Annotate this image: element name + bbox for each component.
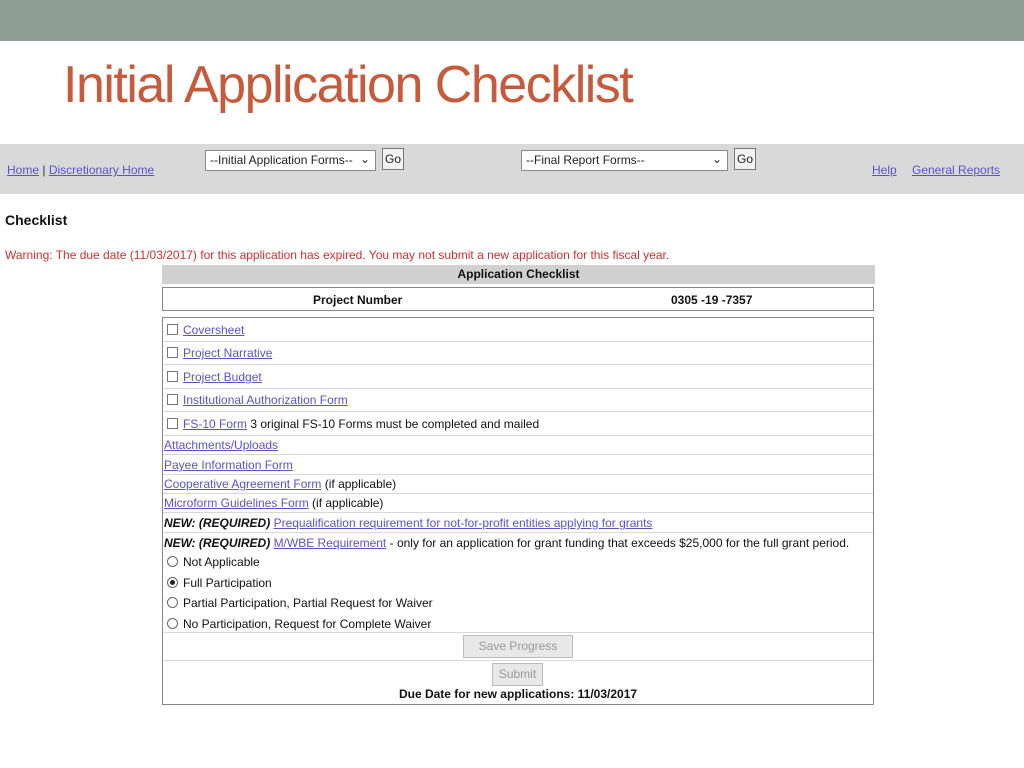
initial-forms-select-value: --Initial Application Forms-- (210, 153, 353, 167)
list-item (163, 455, 873, 475)
institutional-authorization-link[interactable]: Institutional Authorization Form (183, 393, 348, 407)
project-narrative-link[interactable]: Project Narrative (183, 346, 273, 360)
checklist-item (163, 342, 873, 365)
initial-forms-select[interactable] (205, 150, 376, 171)
discretionary-home-link[interactable]: Discretionary Home (48, 163, 155, 177)
list-item (163, 494, 873, 513)
chevron-down-icon: ⌄ (359, 152, 370, 166)
radio-button[interactable] (167, 556, 178, 567)
nav-bar (0, 144, 1024, 194)
save-row (163, 633, 873, 661)
radio-button[interactable] (167, 618, 178, 629)
project-number-label: Project Number (313, 293, 403, 307)
final-forms-go-button[interactable]: Go (734, 148, 756, 170)
list-item (163, 475, 873, 494)
checkbox[interactable] (167, 324, 178, 335)
final-forms-select-value: --Final Report Forms-- (526, 153, 645, 167)
chevron-down-icon: ⌄ (711, 152, 722, 166)
new-required-label: NEW: (REQUIRED) (164, 516, 271, 530)
nav-left-links (7, 163, 154, 177)
project-budget-link[interactable]: Project Budget (183, 370, 262, 384)
submit-button[interactable]: Submit (492, 663, 543, 686)
mwbe-line (164, 536, 849, 550)
save-progress-button[interactable]: Save Progress (463, 635, 573, 658)
general-reports-link[interactable]: General Reports (912, 163, 1001, 177)
mwbe-requirement-link[interactable]: M/WBE Requirement (273, 536, 387, 550)
cooperative-agreement-link[interactable]: Cooperative Agreement Form (164, 477, 322, 491)
radio-button-selected[interactable] (167, 577, 178, 588)
checkbox[interactable] (167, 418, 178, 429)
radio-button[interactable] (167, 597, 178, 608)
nav-separator: | (42, 163, 46, 177)
final-forms-select[interactable] (521, 150, 728, 171)
list-item (163, 513, 873, 533)
mwbe-section (163, 533, 873, 633)
page-heading: Checklist (5, 212, 68, 228)
help-link[interactable]: Help (872, 163, 897, 177)
coversheet-link[interactable]: Coversheet (183, 323, 245, 337)
project-number-row (162, 287, 874, 311)
microform-guidelines-link[interactable]: Microform Guidelines Form (164, 496, 309, 510)
checklist-item (163, 389, 873, 412)
new-required-label: NEW: (REQUIRED) (164, 536, 271, 550)
fs10-form-link[interactable]: FS-10 Form (183, 417, 248, 431)
participation-option-label: Not Applicable (183, 555, 260, 569)
checklist-header: Application Checklist (162, 265, 875, 284)
checklist-item (163, 318, 873, 342)
checkbox[interactable] (167, 371, 178, 382)
participation-option[interactable] (167, 617, 431, 631)
project-number-value: 0305 -19 -7357 (671, 293, 753, 307)
participation-option-label: Partial Participation, Partial Request for Waiver (183, 596, 433, 610)
participation-option[interactable] (167, 596, 433, 610)
attachments-link[interactable]: Attachments/Uploads (164, 438, 279, 452)
home-link[interactable]: Home (7, 163, 40, 177)
participation-option[interactable] (167, 555, 260, 569)
due-date-text: Due Date for new applications: 11/03/2017 (398, 687, 638, 701)
top-banner (0, 0, 1024, 41)
payee-information-link[interactable]: Payee Information Form (164, 458, 293, 472)
slide-title: Initial Application Checklist (63, 56, 633, 114)
list-item (163, 436, 873, 455)
checklist-panel (162, 317, 874, 705)
checklist-item (163, 412, 873, 436)
checkbox[interactable] (167, 394, 178, 405)
initial-forms-go-button[interactable]: Go (382, 148, 404, 170)
cooperative-note: (if applicable) (324, 477, 397, 491)
checkbox[interactable] (167, 347, 178, 358)
expired-warning: Warning: The due date (11/03/2017) for this application has expired. You may not submit a new application for this fiscal year. (5, 248, 670, 262)
participation-option[interactable] (167, 576, 272, 590)
participation-option-label: Full Participation (183, 576, 272, 590)
microform-note: (if applicable) (312, 496, 384, 510)
checklist-item (163, 365, 873, 389)
fs10-note: 3 original FS-10 Forms must be completed and mailed (250, 417, 540, 431)
prequalification-link[interactable]: Prequalification requirement for not-for-profit entities applying for grants (273, 516, 653, 530)
participation-option-label: No Participation, Request for Complete Waiver (183, 617, 432, 631)
mwbe-note: - only for an application for grant funding that exceeds $25,000 for the full grant period. (389, 536, 850, 550)
